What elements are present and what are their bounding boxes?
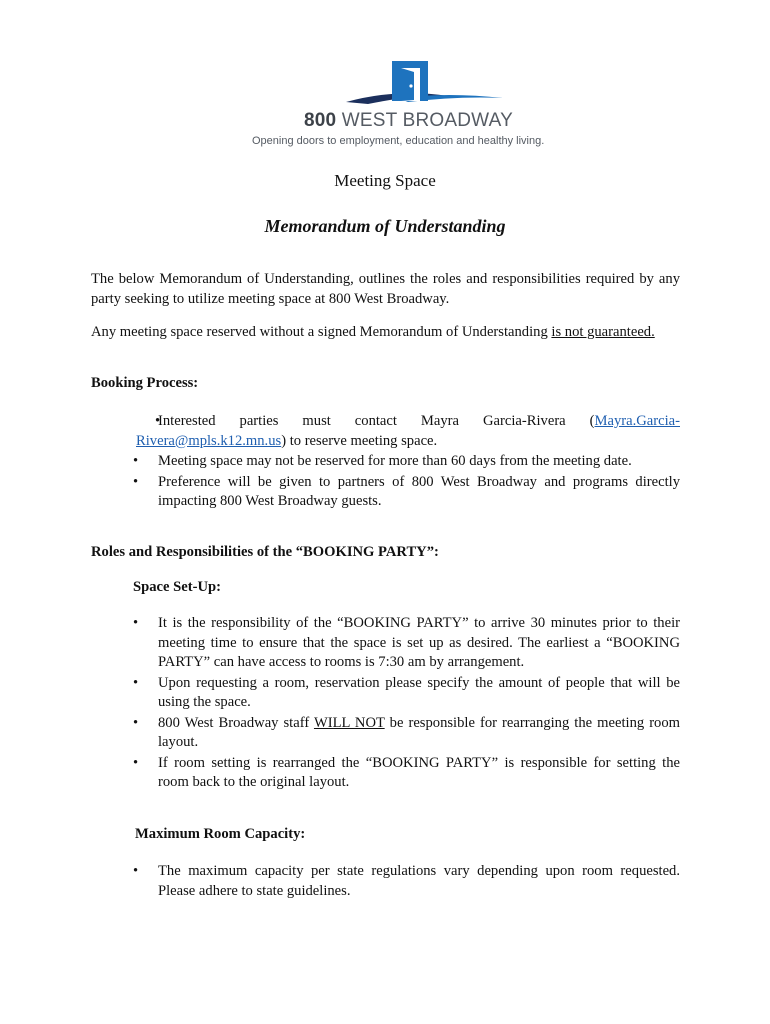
capacity-list (91, 862, 680, 902)
list-item: • 800 West Broadway staff WILL NOT be responsible for rearranging the meeting room layout. (91, 714, 680, 753)
door-icon (248, 58, 568, 118)
list-item: • If room setting is rearranged the “BOOKING PARTY” is responsible for setting the room back to the original layout. (91, 754, 680, 793)
organization-name: 800 WEST BROADWAY (304, 110, 513, 131)
document-subtitle: Memorandum of Understanding (264, 216, 506, 236)
notice-paragraph: Any meeting space reserved without a signed Memorandum of Understanding is not guaranteed. (91, 324, 655, 340)
list-item: • It is the responsibility of the “BOOKING PARTY” to arrive 30 minutes prior to their meeting time to ensure that the space is set up as desired. The earliest a “BOOKING PARTY” can have access to rooms is 7:30 am by arrangement. (91, 614, 680, 673)
organization-tagline: Opening doors to employment, education and healthy living. (252, 135, 545, 147)
setup-heading: Space Set-Up: (133, 579, 221, 595)
organization-logo (248, 58, 568, 150)
setup-list (91, 614, 680, 794)
roles-heading: Roles and Responsibilities of the “BOOKING PARTY”: (91, 544, 439, 560)
list-item: • The maximum capacity per state regulations vary depending upon room requested. Please adhere to state guidelines. (91, 862, 680, 901)
page-title: Meeting Space (334, 171, 436, 190)
staff-emphasis: WILL NOT (313, 714, 385, 731)
booking-list (91, 412, 680, 513)
contact-email-link[interactable]: Mayra.Garcia-Rivera@mpls.k12.mn.us (136, 413, 680, 449)
list-item: • Meeting space may not be reserved for more than 60 days from the meeting date. (91, 452, 680, 472)
notice-emphasis: is not guaranteed. (551, 324, 655, 340)
list-item: • Preference will be given to partners of 800 West Broadway and programs directly impacting 800 West Broadway guests. (91, 473, 680, 512)
intro-paragraph: The below Memorandum of Understanding, outlines the roles and responsibilities required by any party seeking to utilize meeting space at 800 West Broadway. (91, 271, 680, 307)
capacity-heading: Maximum Room Capacity: (135, 826, 306, 842)
booking-heading: Booking Process: (91, 375, 199, 391)
list-item: • Interested parties must contact Mayra Garcia-Rivera (Mayra.Garcia-Rivera@mpls.k12.mn.us) to reserve meeting space. (91, 412, 680, 451)
list-item: • Upon requesting a room, reservation please specify the amount of people that will be using the space. (91, 674, 680, 713)
